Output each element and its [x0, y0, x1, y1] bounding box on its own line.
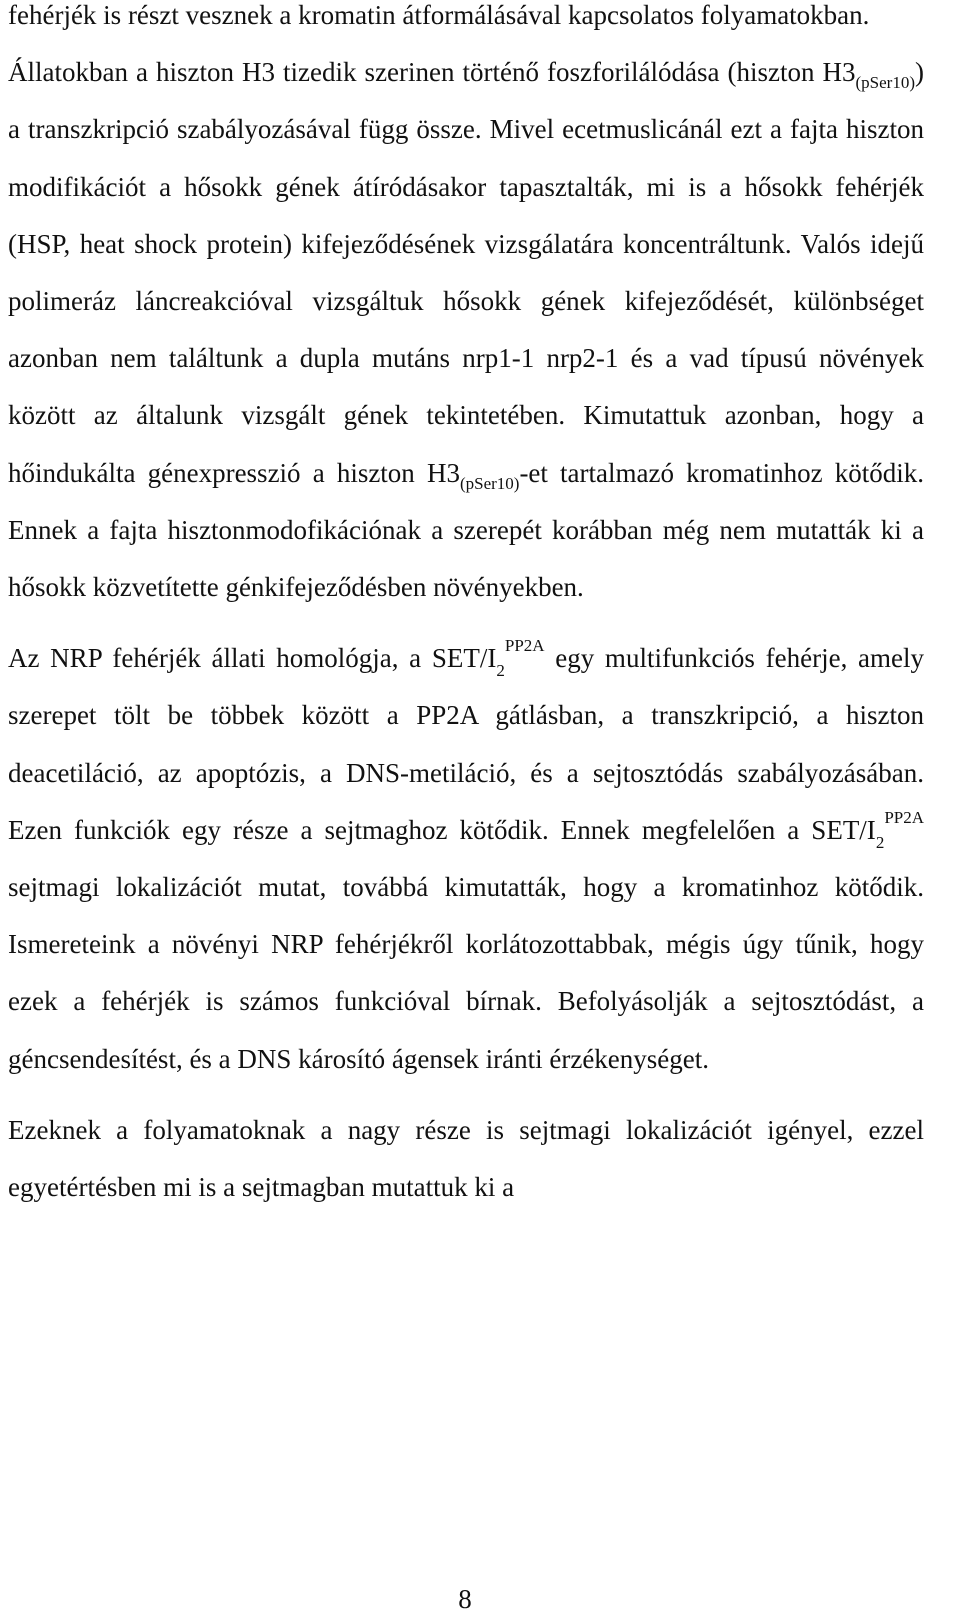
paragraph-text: ) a transzkripció szabályozásával függ össze. Mivel ecetmuslicánál ezt a fajta hiszton modifikációt a hősokk gének átíródásakor tapasztalták, mi is a hősokk fehérjék (HSP, heat shock protein) kifejeződésének vizsgálatára koncentráltunk. Valós idejű polimeráz láncreakcióval vizsgáltuk hősokk gének kifejeződését, különbséget azonban nem találtunk a dupla mutáns nrp1-1 nrp2-1 és a vad típusú növények között az általunk vizsgált gének tekintetében. Kimutattuk azonban, hogy a hőindukálta génexpresszió a hiszton H3 [8, 57, 924, 488]
paragraph-continuation [8, 0, 924, 44]
paragraph-localization [8, 1102, 924, 1216]
paragraph-text: Az NRP fehérjék állati homológja, a SET/I [8, 643, 497, 674]
subscript-pser10: (pSer10) [459, 473, 520, 493]
paragraph-text: fehérjék is részt vesznek a kromatin átformálásával kapcsolatos folyamatokban. [8, 0, 870, 30]
superscript-pp2a: PP2A [504, 636, 545, 656]
superscript-pp2a: PP2A [884, 807, 924, 827]
subscript-pser10: (pSer10) [855, 73, 915, 93]
paragraph-histone-h3 [8, 44, 924, 616]
paragraph-text: Állatokban a hiszton H3 tizedik szerinen történő foszforilálódása (hiszton H3 [8, 57, 856, 88]
paragraph-text: Ezeknek a folyamatoknak a nagy része is sejtmagi lokalizációt igényel, ezzel egyetértésben mi is a sejtmagban mutattuk ki a [8, 1114, 924, 1203]
document-body [8, 0, 924, 1216]
paragraph-text: egy multifunkciós fehérje, amely szerepet tölt be többek között a PP2A gátlásban, a transzkripció, a hiszton deacetiláció, az apoptózis, a DNS-metiláció, és a sejtosztódás szabályozásában. Ezen funkciók egy része a sejtmaghoz kötődik. Ennek megfelelően a SET/I [8, 643, 924, 845]
paragraph-text: sejtmagi lokalizációt mutat, továbbá kimutatták, hogy a kromatinhoz kötődik. Ismereteink a növényi NRP fehérjékről korlátozottabbak, mégis úgy tűnik, hogy ezek a fehérjék is számos funkcióval bírnak. Befolyásolják a sejtosztódást, a géncsendesítést, és a DNS károsító ágensek iránti érzékenységet. [8, 872, 924, 1074]
page-number: 8 [458, 1584, 472, 1614]
subscript-2: 2 [496, 661, 505, 681]
subscript-2: 2 [875, 832, 885, 852]
paragraph-text: -et tartalmazó kromatinhoz kötődik. Ennek a fajta hisztonmodofikációnak a szerepét korábban még nem mutatták ki a hősokk közvetítette génkifejeződésben növényekben. [8, 457, 924, 603]
paragraph-nrp-homolog [8, 630, 924, 1088]
